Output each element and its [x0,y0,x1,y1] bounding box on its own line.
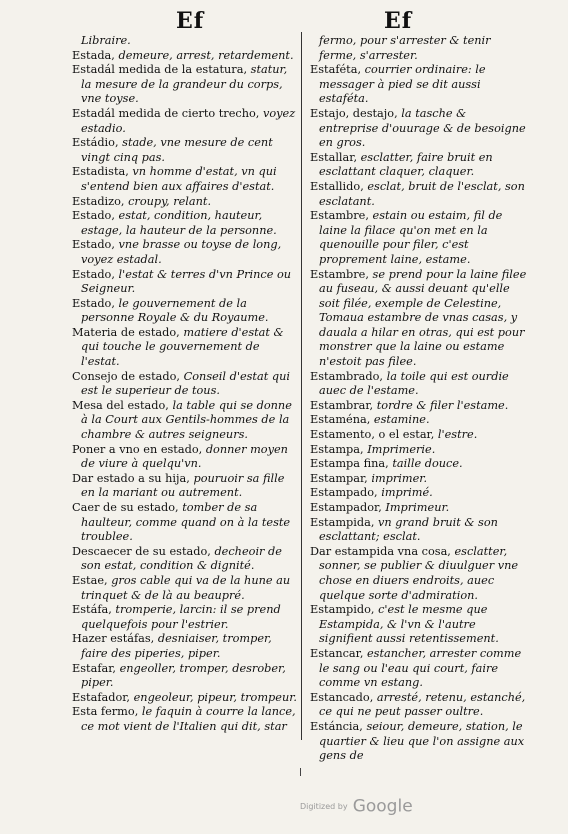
dictionary-entry [310,720,528,764]
entry-headword: Estancado, [310,690,377,704]
entry-headword: Estampida, [310,515,379,529]
entry-headword: Estajo, destajo, [310,106,402,120]
entry-definition: donner moyen de viure à quelqu'vn. [81,442,288,471]
dictionary-entry [310,516,528,545]
dictionary-entry [72,632,300,661]
dictionary-entry [310,472,528,487]
entry-definition: vne brasse ou toyse de long, voyez estadal. [81,238,282,266]
entry-headword: Estampar, [310,471,372,485]
dictionary-entry [310,486,528,501]
entry-definition: Libraire. [81,34,131,47]
entry-headword: Estafar, [72,661,120,675]
dictionary-entry [72,326,300,370]
entry-headword: Dar estampida vna cosa, [310,544,455,558]
entry-headword: Estancar, [310,646,367,660]
entry-headword: Estafador, [72,690,134,704]
dictionary-entry [310,647,528,691]
entry-definition: gros cable qui va de la hune au trinquet & de là au beaupré. [81,573,291,602]
entry-definition: estat, condition, hauteur, estage, la hauteur de la personne. [81,209,277,237]
entry-definition: esclatter, sonner, se publier & diuulguer vne chose en diuers endroits, auec quelque sorte d'admiration. [319,544,519,602]
entry-definition: imprimer. [371,471,428,485]
entry-headword: Estallar, [310,150,361,164]
dictionary-entry [72,107,300,136]
digitized-watermark [300,796,413,817]
entry-headword: Mesa del estado, [72,398,173,412]
entry-headword: Estambrar, [310,398,377,412]
left-column [72,34,300,735]
entry-definition: fermo, pour s'arrester & tenir ferme, s'arrester. [319,34,491,62]
dictionary-entry [72,63,300,107]
entry-headword: Estambre, [310,209,373,223]
dictionary-entry [310,370,528,399]
dictionary-entry [72,691,300,706]
dictionary-entry [310,428,528,443]
dictionary-entry [72,49,300,64]
entry-headword: Estado, [72,296,119,310]
entry-definition: estamine. [373,413,430,427]
entry-definition: voyez estadio. [81,106,296,135]
dictionary-entry [310,151,528,180]
entry-definition: la toile qui est ourdie auec de l'estame. [319,369,509,398]
entry-definition: croupy, relant. [128,194,212,208]
dictionary-entry [310,545,528,603]
entry-headword: Estado, [72,238,119,252]
entry-headword: Estambre, [310,267,373,281]
entry-definition: courrier ordinaire: le messager à pied se dit aussi estaféta. [319,63,486,106]
dictionary-entry [72,297,300,326]
dictionary-entry [310,443,528,458]
dictionary-entry [72,209,300,238]
entry-headword: Estampado, [310,486,382,500]
dictionary-entry [72,268,300,297]
entry-headword: Estamento, o el estar, [310,428,438,442]
entry-definition: la table qui se donne à la Court aux Gentils-hommes de la chambre & autres seigneurs. [81,398,292,442]
dictionary-entry [72,370,300,399]
entry-definition: decheoir de son estat, condition & dignité. [81,544,282,573]
dictionary-entry [72,472,300,501]
entry-headword: Estada, [72,48,119,62]
dictionary-entry [310,691,528,720]
entry-definition: desniaiser, tromper, faire des piperies, piper. [81,632,272,660]
entry-headword: Estaména, [310,413,374,427]
dictionary-entry [310,63,528,107]
entry-headword: Estampador, [310,501,386,514]
entry-headword: Estadál medida de cierto trecho, [72,106,263,120]
entry-definition: l'estat & terres d'vn Prince ou Seigneur. [81,267,292,296]
dictionary-entry [72,705,300,734]
entry-headword: Estadál medida de la estatura, [72,63,251,77]
entry-headword: Estaféta, [310,63,365,77]
dictionary-entry [310,457,528,472]
entry-definition: vn homme d'estat, vn qui s'entend bien aux affaires d'estat. [81,165,277,193]
entry-headword: Estampa, [310,442,368,456]
entry-headword: Estambrado, [310,369,387,383]
dictionary-entry [310,107,528,151]
entry-headword: Consejo de estado, [72,369,184,383]
entry-definition: stade, vne mesure de cent vingt cinq pas. [81,136,273,164]
entry-definition: le gouvernement de la personne Royale & du Royaume. [81,296,269,325]
dictionary-entry [72,195,300,210]
entry-definition: se prend pour la laine filee au fuseau, & aussi deuant qu'elle soit filée, exemple de Celestine, Tomaua estambre de vnas casas, y dauala a hilar en otras, qui est pour monstrer que la laine ou estame n'estoit pas filee. [319,267,527,369]
entry-definition: tordre & filer l'estame. [376,398,509,412]
dictionary-entry [310,34,528,63]
entry-definition: taille douce. [392,457,463,471]
dictionary-entry [72,136,300,165]
digitized-label: Digitized by [300,802,348,811]
entry-definition: l'estre. [437,428,478,442]
entry-headword: Dar estado a su hija, [72,471,194,485]
entry-definition: c'est le mesme que Estampida, & l'vn & l'autre signifient aussi retentissement. [319,603,499,646]
entry-headword: Estáncia, [310,719,367,733]
entry-headword: Descaecer de su estado, [72,544,215,558]
entry-definition: pouruoir sa fille en la mariant ou autrement. [81,471,285,500]
entry-definition: arresté, retenu, estanché, ce qui ne peut passer oultre. [319,690,526,719]
dictionary-entry [310,399,528,414]
running-head-right: Ef [384,8,413,34]
dictionary-entry [72,399,300,443]
entry-definition: le faquin à courre la lance, ce mot vient de l'Italien qui dit, star [81,705,296,733]
entry-headword: Estado, [72,209,119,223]
entry-definition: estancher, arrester comme le sang ou l'eau qui court, faire comme vn estang. [319,646,522,690]
dictionary-entry [72,545,300,574]
entry-definition: matiere d'estat & qui touche le gouvernement de l'estat. [81,325,284,369]
entry-headword: Hazer estáfas, [72,632,158,646]
entry-headword: Estampa fina, [310,457,393,471]
entry-headword: Estae, [72,573,112,587]
entry-definition: engeoleur, pipeur, trompeur. [133,690,297,704]
entry-definition: estain ou estaim, fil de laine la filace qu'on met en la quenouille pour filer, c'est proprement laine, estame. [319,209,503,266]
dictionary-entry [310,603,528,647]
entry-definition: esclat, bruit de l'esclat, son esclatant. [319,179,525,208]
entry-definition: statur, la mesure de la grandeur du corps, vne toyse. [81,63,288,106]
entry-headword: Estáfa, [72,603,116,617]
dictionary-entry [310,268,528,370]
entry-headword: Estadizo, [72,194,129,208]
entry-definition: Imprimeur. [385,501,450,514]
entry-definition: esclatter, faire bruit en esclattant claquer, claquer. [319,150,493,179]
entry-definition: Conseil d'estat qui est le superieur de tous. [81,369,290,398]
entry-headword: Esta fermo, [72,705,142,719]
column-divider [301,32,302,740]
entry-headword: Poner a vno en estado, [72,442,206,456]
dictionary-entry [72,662,300,691]
dictionary-entry [72,238,300,267]
entry-headword: Estallido, [310,179,368,193]
dictionary-entry [310,209,528,267]
entry-headword: Estádio, [72,136,123,150]
google-logo: Google [352,796,413,817]
entry-definition: Imprimerie. [367,442,436,456]
dictionary-entry [72,574,300,603]
entry-headword: Estampido, [310,603,379,617]
right-column [310,34,528,764]
entry-headword: Caer de su estado, [72,501,183,514]
dictionary-entry [310,501,528,516]
dictionary-entry [72,501,300,545]
entry-definition: demeure, arrest, retardement. [118,48,294,62]
entry-headword: Materia de estado, [72,325,184,339]
running-head-left: Ef [176,8,205,34]
entry-definition: la tasche & entreprise d'ouurage & de besoigne en gros. [319,106,526,150]
entry-definition: engeoller, tromper, desrober, piper. [81,661,286,690]
dictionary-entry [72,443,300,472]
entry-headword: Estado, [72,267,119,281]
dictionary-entry [310,413,528,428]
entry-headword: Estadista, [72,165,133,179]
dictionary-entry [72,603,300,632]
entry-definition: vn grand bruit & son esclattant; esclat. [319,515,498,544]
dictionary-entry [72,34,300,49]
entry-definition: seiour, demeure, station, le quartier & lieu que l'on assigne aux gens de [319,719,525,763]
entry-definition: tomber de sa haulteur, comme quand on à la teste troublee. [81,501,291,544]
page-mark [300,768,301,776]
dictionary-entry [72,165,300,194]
dictionary-entry [310,180,528,209]
entry-definition: tromperie, larcin: il se prend quelquefois pour l'estrier. [81,603,281,631]
entry-definition: imprimé. [381,486,433,500]
